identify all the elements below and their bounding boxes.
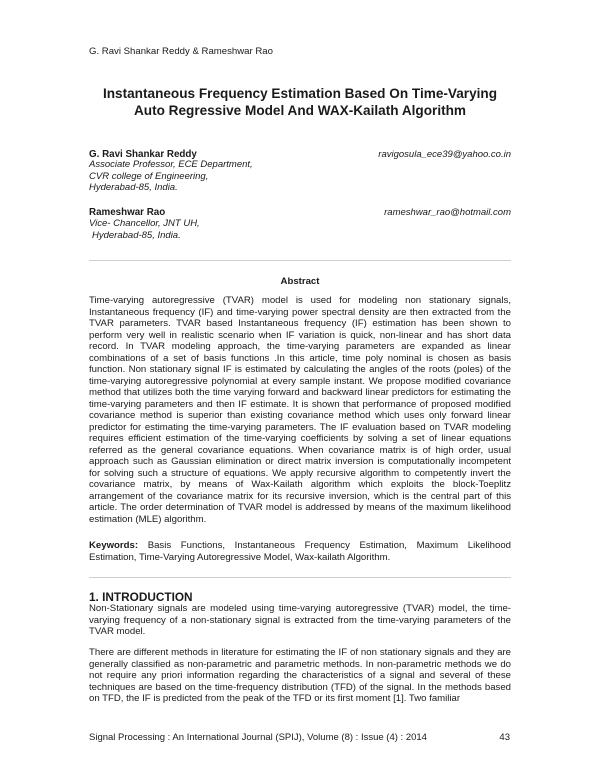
author-1-affiliation bbox=[89, 159, 253, 194]
author-1-aff-line-3: Hyderabad-85, India. bbox=[89, 182, 178, 194]
footer-journal: Signal Processing : An International Journal (SPIJ), Volume (8) : Issue (4) : 2014 bbox=[89, 732, 427, 743]
abstract-text: Time-varying autoregressive (TVAR) model is used for modeling non stationary signals, Instantaneous frequency (IF) and time-varying power spectral density are then extracted from the TVAR parameters. TVAR based Instantaneous frequency (IF) estimation has been shown to perform very well in realistic scenario when IF variation is quick, non-linear and has short data record. In TVAR modeling approach, the time-varying parameters are expanded as linear combinations of a set of basis functions .In this article, time poly nominal is chosen as basis function. Non stationary signal IF is estimated by calculating the angles of the roots (poles) of the time-varying autoregressive polynomial at every sample instant. We propose modified covariance method that utilizes both the time varying forward and backward linear predictors for estimating the time-varying parameters and then IF estimate. It is shown that performance of proposed modified covariance method is superior than existing covariance method which uses only forward linear predictor for estimating the time-varying parameters. The IF evaluation based on TVAR modeling requires efficient estimation of the time-varying coefficients by solving a set of linear equations referred as the general covariance equations. When covariance matrix is of high order, usual approach such as Gaussian elimination or direct matrix inversion is computationally incompetent for solving such a structure of equations. We apply recursive algorithm to competently invert the covariance matrix, by means of Wax-Kailath algorithm which exploits the block-Toeplitz arrangement of the covariance matrix for its recursive inversion, which is the central part of this article. The order determination of TVAR model is addressed by means of the maximum likelihood estimation (MLE) algorithm. bbox=[89, 295, 511, 525]
intro-paragraph-1: Non-Stationary signals are modeled using time-varying autoregressive (TVAR) model, the time-varying frequency of a non-stationary signal is extracted from the time-varying parameters of the TVAR model. bbox=[89, 603, 511, 637]
section-heading-introduction: 1. INTRODUCTION bbox=[89, 590, 193, 604]
author-1-email[interactable]: ravigosula_ece39@yahoo.co.in bbox=[378, 149, 511, 160]
keywords bbox=[89, 540, 511, 563]
author-1-name: G. Ravi Shankar Reddy bbox=[89, 149, 197, 160]
title-line-1: Instantaneous Frequency Estimation Based On Time-Varying bbox=[102, 86, 498, 101]
title-line-2: Auto Regressive Model And WAX-Kailath Algorithm bbox=[133, 103, 467, 118]
author-1-aff-line-2: CVR college of Engineering, bbox=[89, 170, 209, 182]
author-2-aff-line-2: Hyderabad-85, India. bbox=[92, 229, 181, 241]
keywords-label: Keywords: bbox=[89, 540, 139, 551]
page-number: 43 bbox=[499, 732, 510, 743]
divider-top bbox=[89, 260, 511, 261]
author-2-email[interactable]: rameshwar_rao@hotmail.com bbox=[384, 207, 511, 218]
intro-paragraph-2: There are different methods in literature for estimating the IF of non stationary signals and they are generally classified as non-parametric and parametric methods. In non-parametric methods we do not require any priori information regarding the characteristics of a signal and several of these techniques are based on the time-frequency distribution (TFD) of the signal. In the methods based on TFD, the IF is predicted from the peak of the TFD or its first moment [1]. Two familiar bbox=[89, 647, 511, 704]
divider-bottom bbox=[89, 577, 511, 578]
keywords-text: Basis Functions, Instantaneous Frequency Estimation, Maximum Likelihood Estimation, Time-Varying Autoregressive Model, Wax-kailath Algorithm. bbox=[89, 540, 512, 563]
author-1-aff-line-1: Associate Professor, ECE Department, bbox=[89, 159, 253, 170]
author-2-affiliation bbox=[89, 218, 200, 241]
running-header: G. Ravi Shankar Reddy & Rameshwar Rao bbox=[89, 46, 273, 57]
abstract-heading: Abstract bbox=[280, 276, 320, 287]
paper-title bbox=[70, 85, 530, 119]
author-2-name: Rameshwar Rao bbox=[89, 207, 166, 218]
author-2-aff-line-1: Vice- Chancellor, JNT UH, bbox=[89, 218, 200, 229]
